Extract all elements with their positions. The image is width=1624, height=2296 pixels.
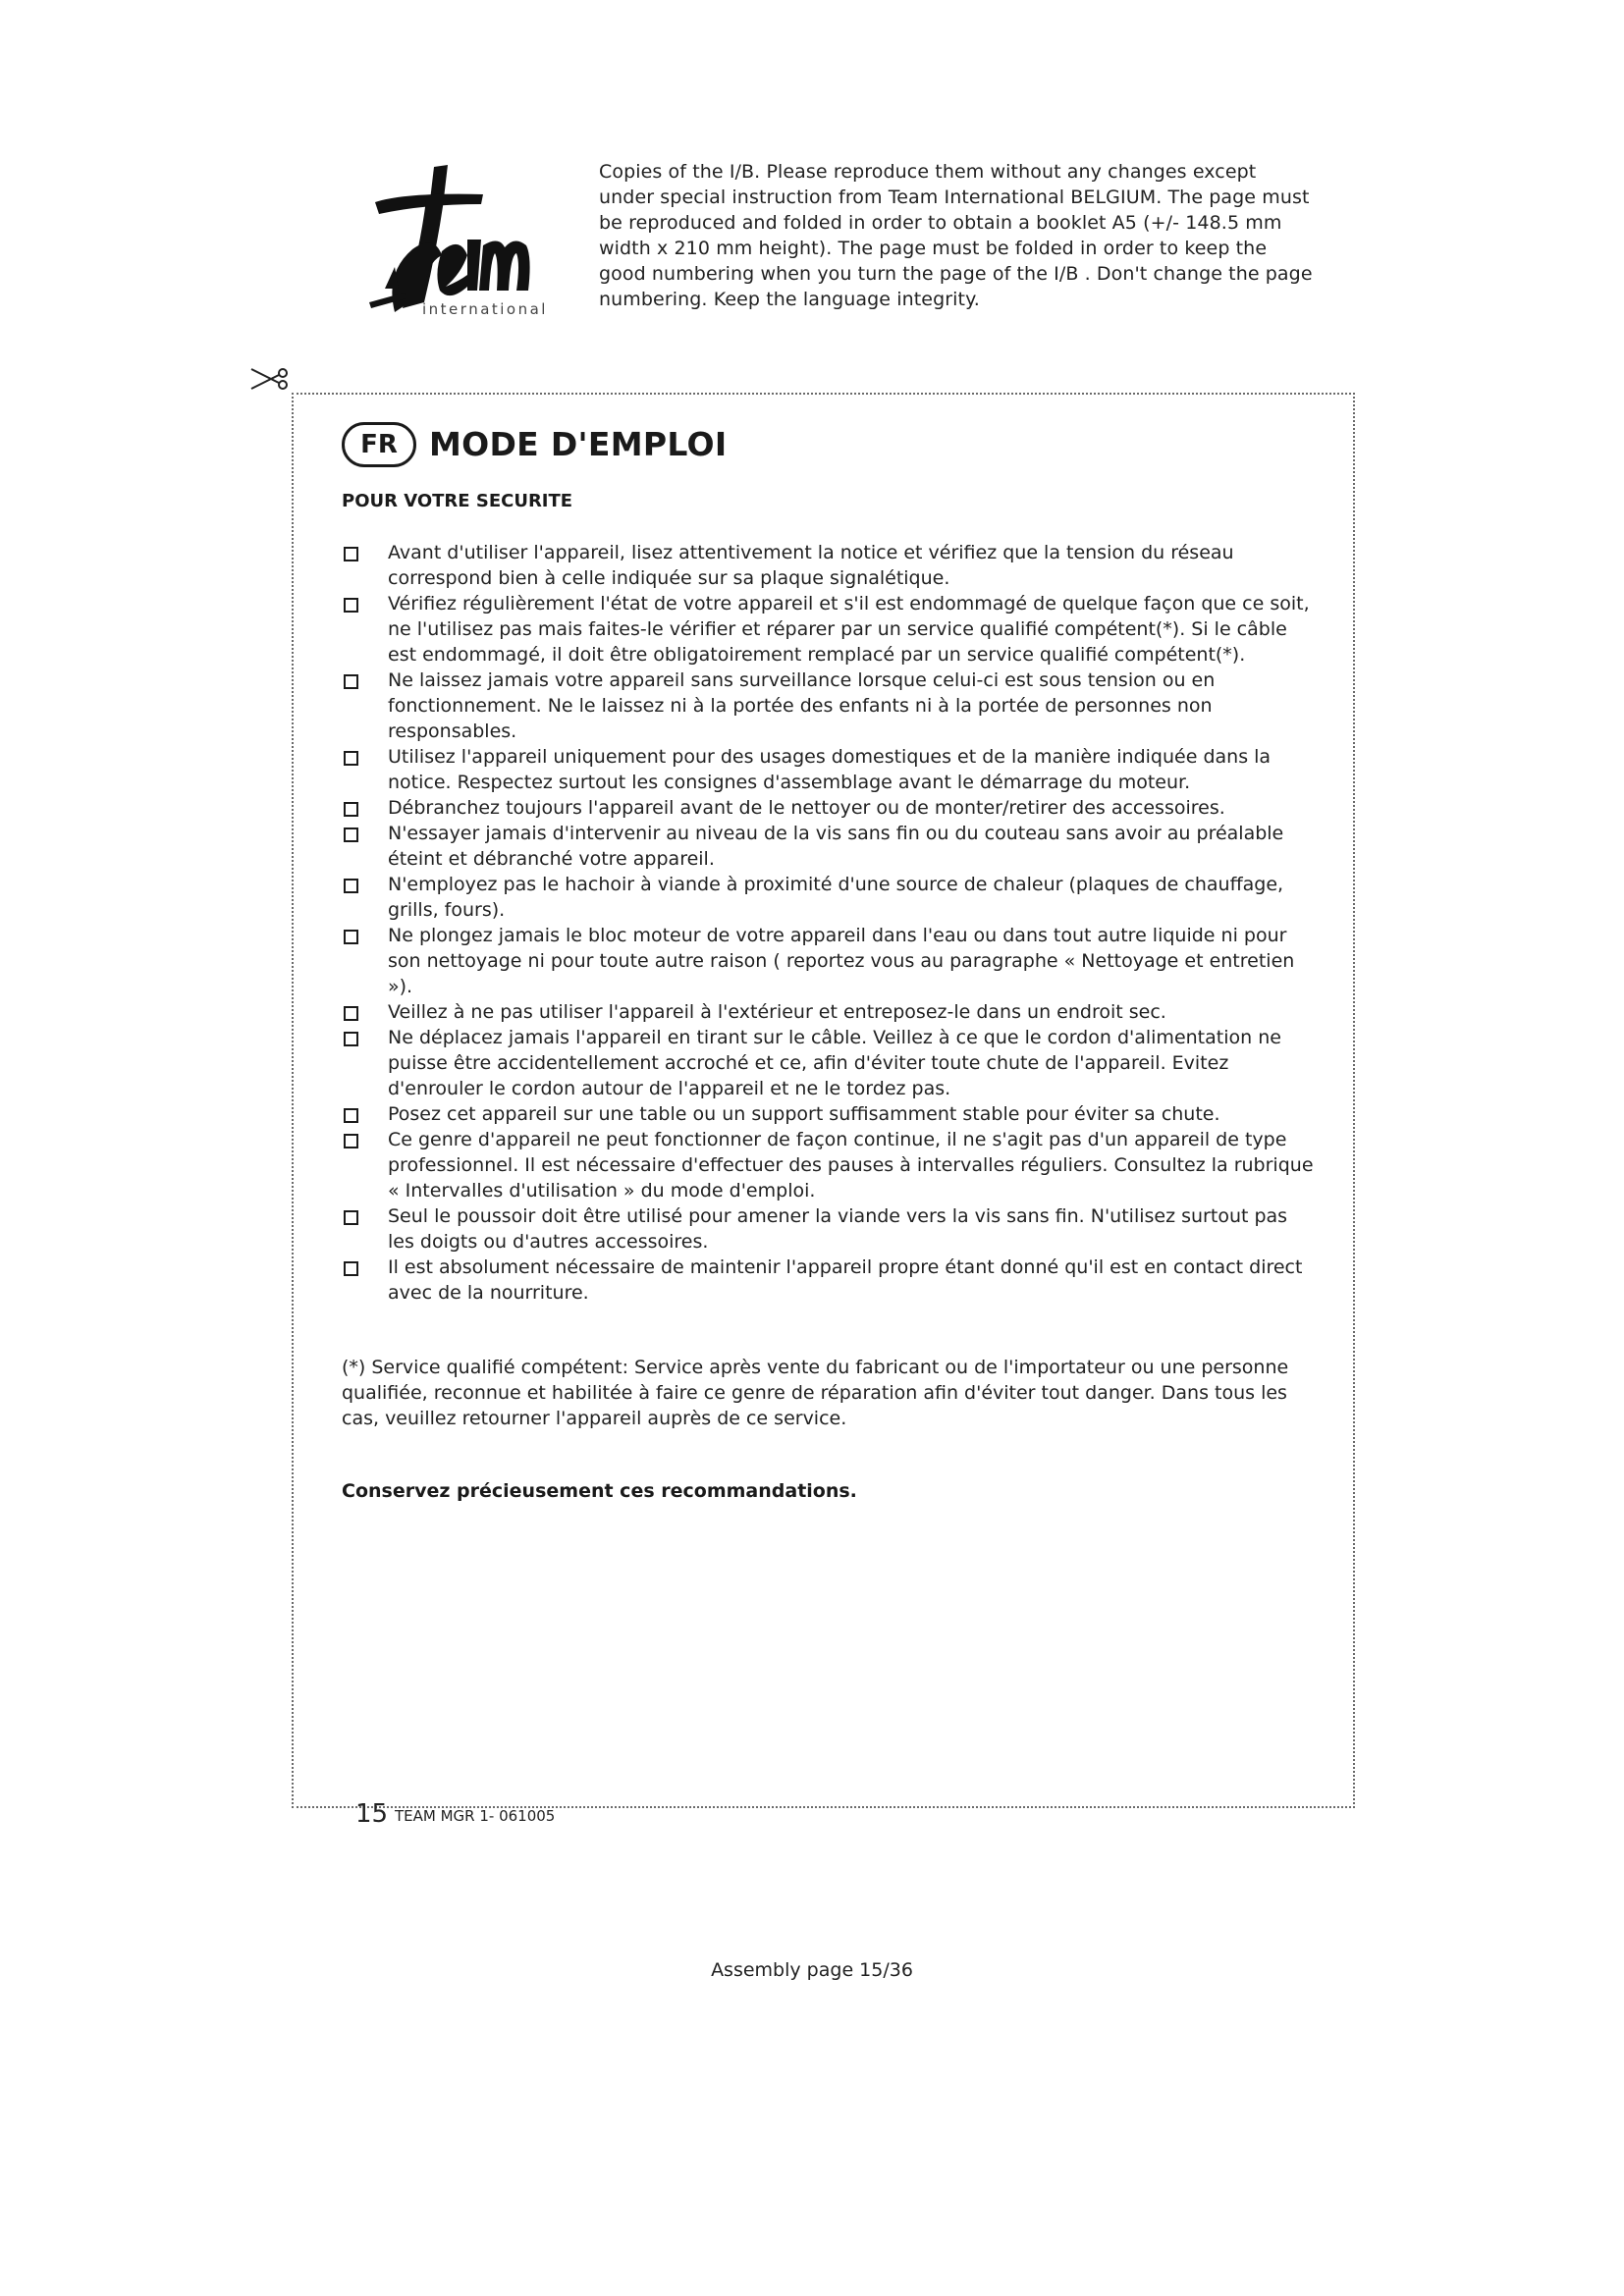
list-item: Avant d'utiliser l'appareil, lisez attentivement la notice et vérifiez que la tension du réseau correspond bien à celle indiquée sur sa plaque signalétique. — [342, 540, 1314, 591]
logo-subtext: international — [422, 300, 548, 318]
checkbox-bullet-icon — [344, 598, 358, 613]
checkbox-bullet-icon — [344, 547, 358, 561]
list-item: Vérifiez régulièrement l'état de votre appareil et s'il est endommagé de quelque façon que ce soit, ne l'utilisez pas mais faites-le vérifier et réparer par un service qualifié compétent(*). Si le câble est endommagé, il doit être obligatoirement remplacé par un service qualifié compétent(*). — [342, 591, 1314, 667]
list-item: Utilisez l'appareil uniquement pour des usages domestiques et de la manière indiquée dans la notice. Respectez surtout les consignes d'assemblage avant le démarrage du moteur. — [342, 744, 1314, 795]
checkbox-bullet-icon — [344, 802, 358, 817]
assembly-page-label: Assembly page 15/36 — [711, 1959, 913, 1981]
list-item: Ne laissez jamais votre appareil sans surveillance lorsque celui-ci est sous tension ou en fonctionnement. Ne le laissez ni à la portée des enfants ni à la portée de personnes non responsables. — [342, 667, 1314, 744]
checkbox-bullet-icon — [344, 674, 358, 689]
checkbox-bullet-icon — [344, 930, 358, 944]
list-item: Posez cet appareil sur une table ou un support suffisamment stable pour éviter sa chute. — [342, 1101, 1314, 1127]
checkbox-bullet-icon — [344, 1108, 358, 1123]
checkbox-bullet-icon — [344, 1006, 358, 1021]
list-item: Veillez à ne pas utiliser l'appareil à l'extérieur et entreposez-le dans un endroit sec. — [342, 999, 1314, 1025]
keep-recommendations-note: Conservez précieusement ces recommandations. — [342, 1480, 857, 1502]
reproduction-instructions: Copies of the I/B. Please reproduce them without any changes except under special instruction from Team International BELGIUM. The page must be reproduced and folded in order to obtain a booklet A5 (+/- 148.5 mm width x 210 mm height). The page must be folded in order to keep the good numbering when you turn the page of the I/B . Don't change the page numbering. Keep the language integrity. — [599, 161, 1313, 310]
list-item: N'essayer jamais d'intervenir au niveau de la vis sans fin ou du couteau sans avoir au préalable éteint et débranché votre appareil. — [342, 821, 1314, 872]
checkbox-bullet-icon — [344, 828, 358, 842]
checkbox-bullet-icon — [344, 1210, 358, 1225]
list-item: N'employez pas le hachoir à viande à proximité d'une source de chaleur (plaques de chauffage, grills, fours). — [342, 872, 1314, 923]
list-item: Ne déplacez jamais l'appareil en tirant sur le câble. Veillez à ce que le cordon d'alimentation ne puisse être accidentellement accroché et ce, afin d'éviter toute chute de l'appareil. Evitez d'enrouler le cordon autour de l'appareil et ne le tordez pas. — [342, 1025, 1314, 1101]
list-item: Il est absolument nécessaire de maintenir l'appareil propre étant donné qu'il est en contact direct avec de la nourriture. — [342, 1255, 1314, 1306]
team-international-logo — [365, 165, 554, 318]
list-item: Ne plongez jamais le bloc moteur de votre appareil dans l'eau ou dans tout autre liquide ni pour son nettoyage ni pour toute autre raison ( reportez vous au paragraphe « Nettoyage et entretien »). — [342, 923, 1314, 999]
section-heading: POUR VOTRE SECURITE — [342, 491, 573, 511]
checkbox-bullet-icon — [344, 1261, 358, 1276]
checkbox-bullet-icon — [344, 879, 358, 893]
checkbox-bullet-icon — [344, 1134, 358, 1148]
language-badge: FR — [342, 422, 416, 467]
checkbox-bullet-icon — [344, 751, 358, 766]
page-title: MODE D'EMPLOI — [429, 425, 728, 463]
list-item: Seul le poussoir doit être utilisé pour amener la viande vers la vis sans fin. N'utilisez surtout pas les doigts ou d'autres accessoires. — [342, 1203, 1314, 1255]
scissors-icon — [249, 361, 293, 397]
list-item: Débranchez toujours l'appareil avant de le nettoyer ou de monter/retirer des accessoires. — [342, 795, 1314, 821]
footnote: (*) Service qualifié compétent: Service après vente du fabricant ou de l'importateur ou une personne qualifiée, reconnue et habilitée à faire ce genre de réparation afin d'éviter tout danger. Dans tous les cas, veuillez retourner l'appareil auprès de ce service. — [342, 1357, 1289, 1429]
list-item: Ce genre d'appareil ne peut fonctionner de façon continue, il ne s'agit pas d'un appareil de type professionnel. Il est nécessaire d'effectuer des pauses à intervalles réguliers. Consultez la rubrique « Intervalles d'utilisation » du mode d'emploi. — [342, 1127, 1314, 1203]
checkbox-bullet-icon — [344, 1032, 358, 1046]
document-code: TEAM MGR 1- 061005 — [395, 1807, 556, 1825]
safety-list — [342, 540, 1314, 1306]
page-number: 15 — [355, 1799, 389, 1829]
